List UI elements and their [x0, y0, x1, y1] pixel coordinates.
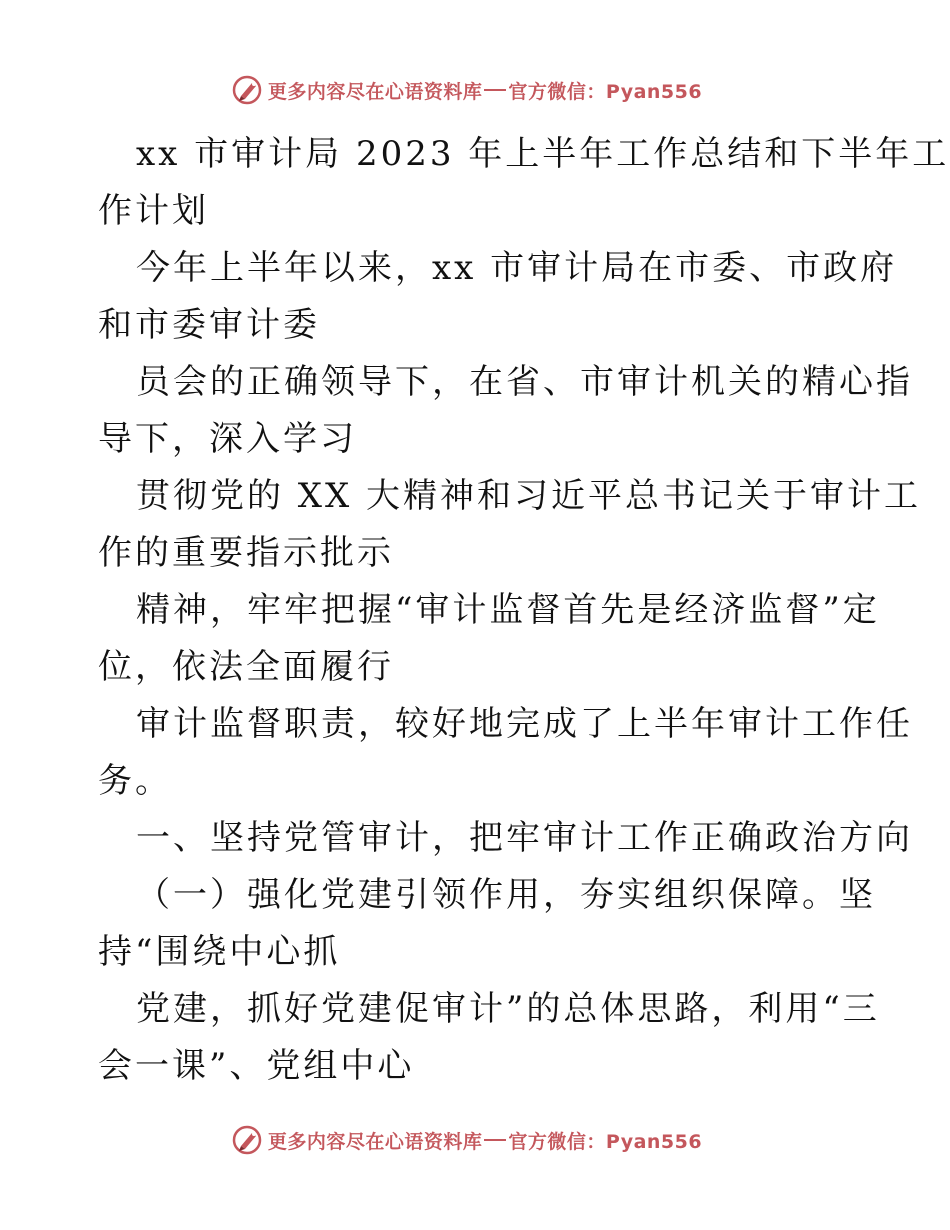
text-line: 持“围绕中心抓: [98, 932, 341, 972]
text-line: 贯彻党的 XX 大精神和习近平总书记关于审计工: [136, 476, 922, 516]
document-title: [98, 126, 950, 240]
section-heading: [98, 810, 913, 867]
text-line: 审计监督职责，较好地完成了上半年审计工作任: [136, 704, 913, 744]
text-line: （一）强化党建引领作用，夯实组织保障。坚: [136, 875, 876, 915]
paragraph: [98, 240, 898, 354]
document-body: [98, 126, 950, 1095]
paragraph: [98, 582, 880, 696]
paragraph: [98, 696, 913, 810]
paragraph: [98, 981, 880, 1095]
text-line: 一、坚持党管审计，把牢审计工作正确政治方向: [136, 818, 913, 858]
text-line: 和市委审计委: [98, 305, 320, 345]
text-line: 作计划: [98, 191, 209, 231]
watermark-dash: [484, 1139, 506, 1141]
paragraph: [98, 468, 922, 582]
watermark-main-text: 更多内容尽在心语资料库: [267, 80, 483, 103]
text-line: 党建，抓好党建促审计”的总体思路，利用“三: [136, 989, 880, 1029]
watermark-suffix-text: 官方微信：Pyan556: [508, 80, 703, 103]
footer-watermark: [0, 1120, 950, 1160]
text-line: 今年上半年以来，xx 市审计局在市委、市政府: [136, 248, 898, 288]
pen-logo-icon: [232, 74, 264, 106]
paragraph: [98, 354, 913, 468]
text-line: 位，依法全面履行: [98, 647, 394, 687]
text-line: xx 市审计局 2023 年上半年工作总结和下半年工: [136, 134, 950, 174]
text-line: 精神，牢牢把握“审计监督首先是经济监督”定: [136, 590, 880, 630]
watermark-suffix-text: 官方微信：Pyan556: [508, 1130, 703, 1153]
pen-logo-icon: [232, 1124, 264, 1156]
header-watermark: [0, 70, 950, 110]
text-line: 会一课”、党组中心: [98, 1046, 415, 1086]
text-line: 作的重要指示批示: [98, 533, 394, 573]
text-line: 导下，深入学习: [98, 419, 357, 459]
text-line: 务。: [98, 761, 172, 801]
paragraph: [98, 867, 876, 981]
text-line: 员会的正确领导下，在省、市审计机关的精心指: [136, 362, 913, 402]
watermark-main-text: 更多内容尽在心语资料库: [267, 1130, 483, 1153]
watermark-dash: [484, 89, 506, 91]
